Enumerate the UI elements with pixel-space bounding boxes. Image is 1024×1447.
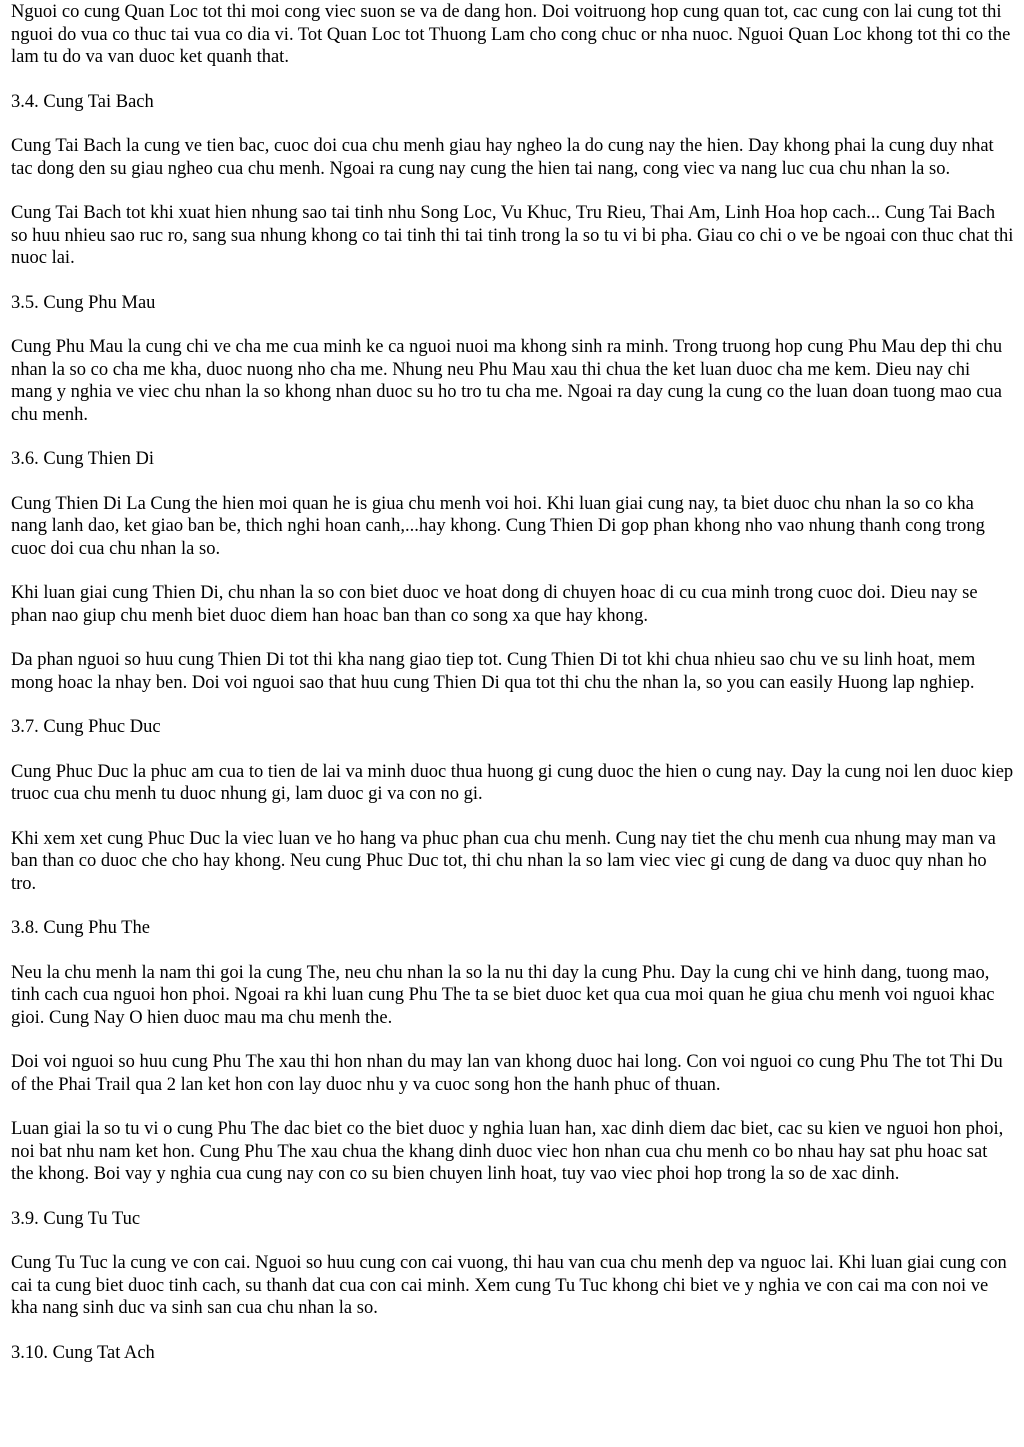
section-heading-phu-the: 3.8. Cung Phu The [11, 918, 150, 938]
section-heading-phu-mau: 3.5. Cung Phu Mau [11, 292, 156, 313]
paragraph-thien-di-1: Cung Thien Di La Cung the hien moi quan he is giua chu menh voi hoi. Khi luan giai cung nay, ta biet duoc chu nhan la so co kha nang lanh dao, ket giao ban be, thich nghi hoan canh,...hay khong. Cung Thien Di gop phan khong nho vao nhung thanh cong trong cuoc doi cua chu nhan la so. [11, 493, 985, 559]
paragraph-tai-bach-2: Cung Tai Bach tot khi xuat hien nhung sao tai tinh nhu Song Loc, Vu Khuc, Tru Rieu, Thai Am, Linh Hoa hop cach... Cung Tai Bach so huu nhieu sao ruc ro, sang sua nhung khong co tai tinh thi tai tinh trong la so tu vi bi pha. Giau co chi o ve be ngoai con thuc chat thi nuoc lai. [11, 203, 1014, 268]
paragraph-phuc-duc-2: Khi xem xet cung Phuc Duc la viec luan ve ho hang va phuc phan cua chu menh. Cung nay tiet the chu menh cua nhung may man va ban than co duoc che cho hay khong. Neu cung Phuc Duc tot, thi chu nhan la so lam viec viec gi cung de dang va duoc quy nhan ho tro. [11, 828, 996, 894]
paragraph-phu-the-2: Doi voi nguoi so huu cung Phu The xau thi hon nhan du may lan van khong duoc hai long. Con voi nguoi co cung Phu The tot Thi Du of the Phai Trail qua 2 lan ket hon con lay duoc nhu y va cuoc song hon the hanh phuc of thuan. [11, 1052, 1003, 1095]
section-heading-phuc-duc: 3.7. Cung Phuc Duc [11, 717, 161, 737]
paragraph-thien-di-2: Khi luan giai cung Thien Di, chu nhan la so con biet duoc ve hoat dong di chuyen hoac di cu cua minh trong cuoc doi. Dieu nay se phan nao giup chu menh biet duoc diem han hoac ban than co song xa que hay khong. [11, 583, 978, 626]
paragraph-phu-the-3: Luan giai la so tu vi o cung Phu The dac biet co the biet duoc y nghia luan han, xac dinh diem dac biet, cac su kien ve nguoi hon phoi, noi bat nhu nam ket hon. Cung Phu The xau chua the khang dinh duoc viec hon nhan cua chu menh co bo nhau hay sat phu hoac sat the khong. Boi vay y nghia cua cung nay con co su bien chuyen linh hoat, tuy vao viec phoi hop trong la so de xac dinh. [11, 1119, 1004, 1184]
paragraph-phu-mau: Cung Phu Mau la cung chi ve cha me cua minh ke ca nguoi nuoi ma khong sinh ra minh. Trong truong hop cung Phu Mau dep thi chu nhan la so co cha me kha, duoc nuong nho cha me. Nhung neu Phu Mau xau thi chua the ket luan duoc cha me kem. Dieu nay chi mang y nghia ve viec chu nhan la so khong nhan duoc su ho tro tu cha me. Ngoai ra day cung la cung co the luan doan tuong mao cua chu menh. [11, 337, 1003, 425]
section-heading-tu-tuc: 3.9. Cung Tu Tuc [11, 1208, 141, 1229]
paragraph-thien-di-3: Da phan nguoi so huu cung Thien Di tot thi kha nang giao tiep tot. Cung Thien Di tot khi chua nhieu sao chu ve su linh hoat, mem mong hoac la nhay ben. Doi voi nguoi sao that huu cung Thien Di qua tot thi chu the nhan la, so you can easily Huong lap nghiep. [11, 650, 976, 693]
paragraph-phuc-duc-1: Cung Phuc Duc la phuc am cua to tien de lai va minh duoc thua huong gi cung duoc the hien o cung nay. Day la cung noi len duoc kiep truoc cua chu menh tu duoc nhung gi, lam duoc gi va con no gi. [11, 761, 1014, 804]
section-heading-tai-bach: 3.4. Cung Tai Bach [11, 91, 154, 112]
paragraph-tu-tuc: Cung Tu Tuc la cung ve con cai. Nguoi so huu cung con cai vuong, thi hau van cua chu menh dep va nguoc lai. Khi luan giai cung con cai ta cung biet duoc tinh cach, su thanh dat cua con cai minh. Xem cung Tu Tuc khong chi biet ve y nghia ve con cai ma con noi ve kha nang sinh duc va sinh san cua chu nhan la so. [11, 1253, 1007, 1318]
paragraph-quan-loc: Nguoi co cung Quan Loc tot thi moi cong viec suon se va de dang hon. Doi voitruong hop cung quan tot, cac cung con lai cung tot thi nguoi do vua co thuc tai vua co dia vi. Tot Quan Loc tot Thuong Lam cho cong chuc or nha nuoc. Nguoi Quan Loc khong tot thi co the lam tu do va van duoc ket quanh that. [11, 2, 1011, 67]
section-heading-thien-di: 3.6. Cung Thien Di [11, 449, 155, 469]
paragraph-tai-bach-1: Cung Tai Bach la cung ve tien bac, cuoc doi cua chu menh giau hay ngheo la do cung nay the hien. Day khong phai la cung duy nhat tac dong den su giau ngheo cua chu menh. Ngoai ra cung nay cung the hien tai nang, cong viec va nang luc cua chu nhan la so. [11, 136, 994, 179]
section-heading-tat-ach: 3.10. Cung Tat Ach [11, 1342, 155, 1363]
document-page [0, 1, 1024, 1364]
paragraph-phu-the-1: Neu la chu menh la nam thi goi la cung The, neu chu nhan la so la nu thi day la cung Phu. Day la cung chi ve hinh dang, tuong mao, tinh cach cua nguoi hon phoi. Ngoai ra khi luan cung Phu The ta se biet duoc ket qua cua moi quan he giua chu menh voi nguoi khac gioi. Cung Nay O hien duoc mau ma chu menh the. [11, 962, 995, 1028]
